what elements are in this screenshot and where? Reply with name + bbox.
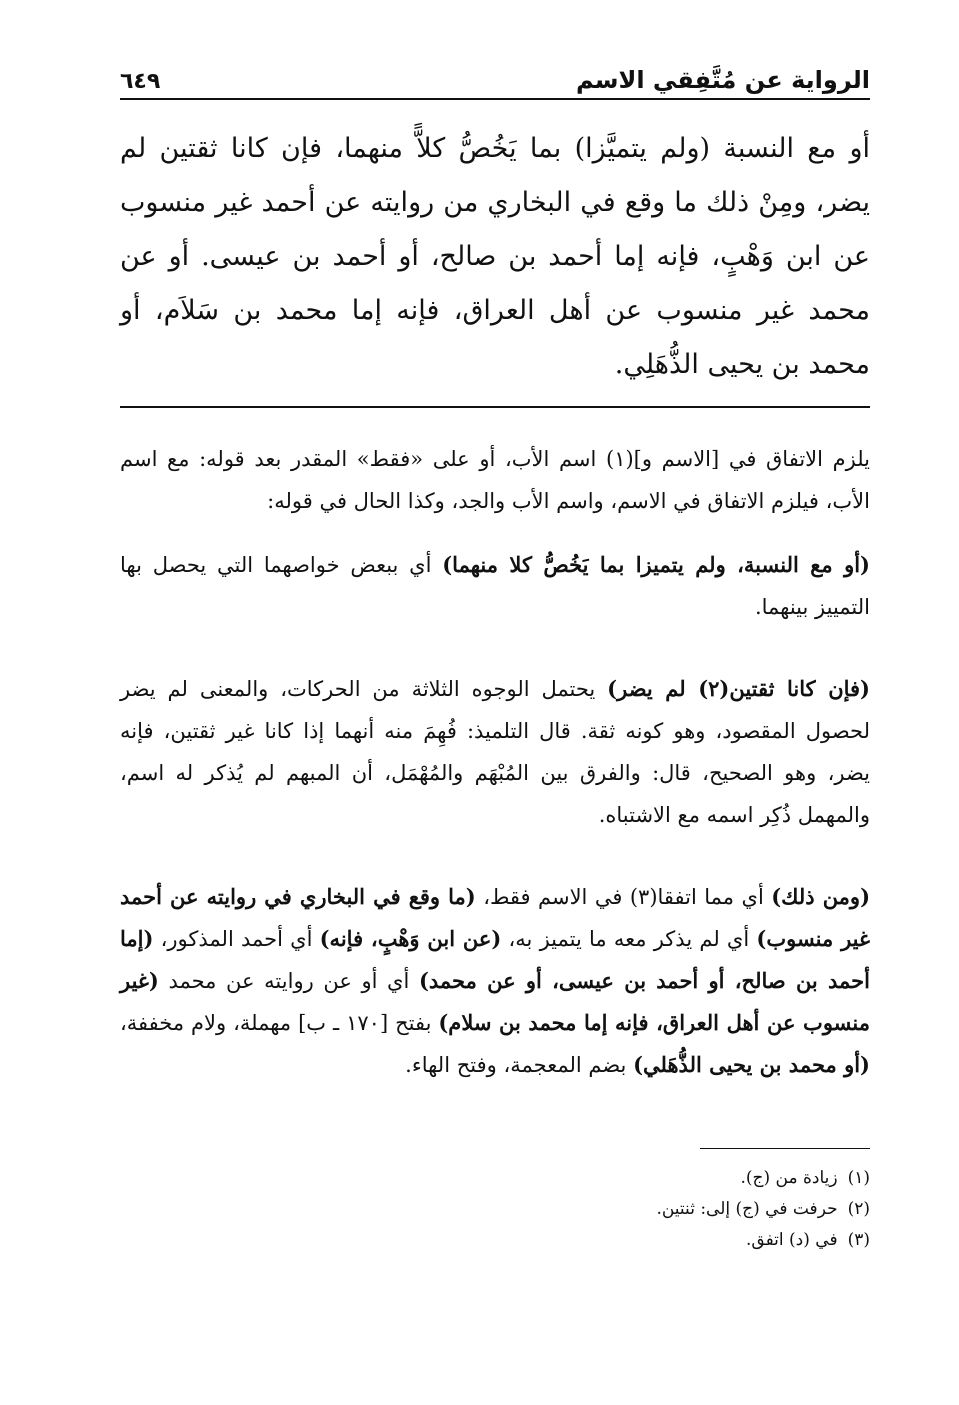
page-number: ٦٤٩: [120, 69, 161, 94]
quoted-matn: (ما وقع في البخاري في روايته عن أحمد غير منسوب): [120, 884, 870, 951]
commentary-text: يحتمل الوجوه الثلاثة من الحركات، والمعنى لم يضر لحصول المقصود، وهو كونه ثقة. قال التلميذ: فُهِمَ منه أنهما إذا كانا غير ثقتين، فإنه يضر، وهو الصحيح، قال: والفرق بين المُبْهَم والمُهْمَل، أن المبهم لم يُذكر له اسم، والمهمل ذُكِر اسمه مع الاشتباه.: [120, 677, 870, 827]
quoted-matn: (ومن ذلك): [771, 884, 871, 909]
commentary-text: أي أو عن روايته عن محمد: [158, 969, 419, 993]
commentary-text: بضم المعجمة، وفتح الهاء.: [405, 1053, 634, 1077]
footnote-divider: [700, 1148, 870, 1149]
commentary-paragraph-4: [120, 876, 870, 1086]
footnote-number: (٣): [847, 1230, 870, 1250]
commentary-text: أي أحمد المذكور،: [153, 927, 320, 951]
commentary-text: يلزم الاتفاق في [الاسم و](١) اسم الأب، أو على «فقط» المقدر بعد قوله: مع اسم الأب، فيلزم الاتفاق في الاسم، واسم الأب والجد، وكذا الحال في قوله:: [120, 447, 871, 513]
quoted-matn: (عن ابن وَهْبٍ، فإنه): [319, 926, 502, 951]
commentary-text: أي ببعض خواصهما التي يحصل بها التمييز بينهما.: [120, 553, 870, 619]
footnote-text: حرفت في (ج) إلى: ثنتين.: [656, 1199, 838, 1219]
commentary-paragraph-1: [120, 438, 870, 522]
commentary: [120, 438, 870, 1086]
commentary-text: بفتح [١٧٠ ـ ب] مهملة، ولام مخففة،: [120, 1011, 439, 1035]
quoted-matn: (أو محمد بن يحيى الذُّهَلي): [633, 1052, 870, 1077]
commentary-paragraph-2: [120, 544, 870, 628]
commentary-paragraph-3: [120, 668, 870, 836]
footnote: [120, 1163, 870, 1194]
footnote-number: (٢): [847, 1199, 870, 1219]
matn-text: أو مع النسبة (ولم يتميَّزا) بما يَخُصُّ كلاًّ منهما، فإن كانا ثقتين لم يضر، ومِنْ ذلك ما وقع في البخاري من روايته عن أحمد غير منسوب عن ابن وَهْبٍ، فإنه إما أحمد بن صالح، أو أحمد بن عيسى. أو عن محمد غير منسوب عن أهل العراق، فإنه إما محمد بن سَلاَم، أو محمد بن يحيى الذُّهَلِي.: [120, 133, 870, 380]
footnote-text: زيادة من (ج).: [740, 1168, 838, 1188]
commentary-text: أي مما اتفقا(٣) في الاسم فقط،: [475, 885, 772, 909]
header-title: الرواية عن مُتَّفِقي الاسم: [576, 66, 870, 94]
quoted-matn: (غير منسوب عن أهل العراق، فإنه إما محمد بن سلام): [120, 968, 870, 1035]
footnotes-list: [120, 1163, 870, 1256]
book-page: [120, 50, 870, 1256]
footnote-text: في (د) اتفق.: [746, 1230, 838, 1250]
footnote: [120, 1225, 870, 1256]
quoted-matn: (فإن كانا ثقتين(٢) لم يضر): [607, 676, 870, 701]
footnote-number: (١): [847, 1168, 870, 1188]
running-header: [120, 50, 870, 100]
quoted-matn: (أو مع النسبة، ولم يتميزا بما يَخُصُّ كلا منهما): [442, 552, 870, 577]
quoted-matn: (إما أحمد بن صالح، أو أحمد بن عيسى، أو عن محمد): [120, 926, 871, 993]
commentary-text: أي لم يذكر معه ما يتميز به،: [501, 927, 757, 951]
footnote: [120, 1194, 870, 1225]
footnotes-section: [120, 1148, 870, 1256]
matn-divider: [120, 406, 870, 408]
